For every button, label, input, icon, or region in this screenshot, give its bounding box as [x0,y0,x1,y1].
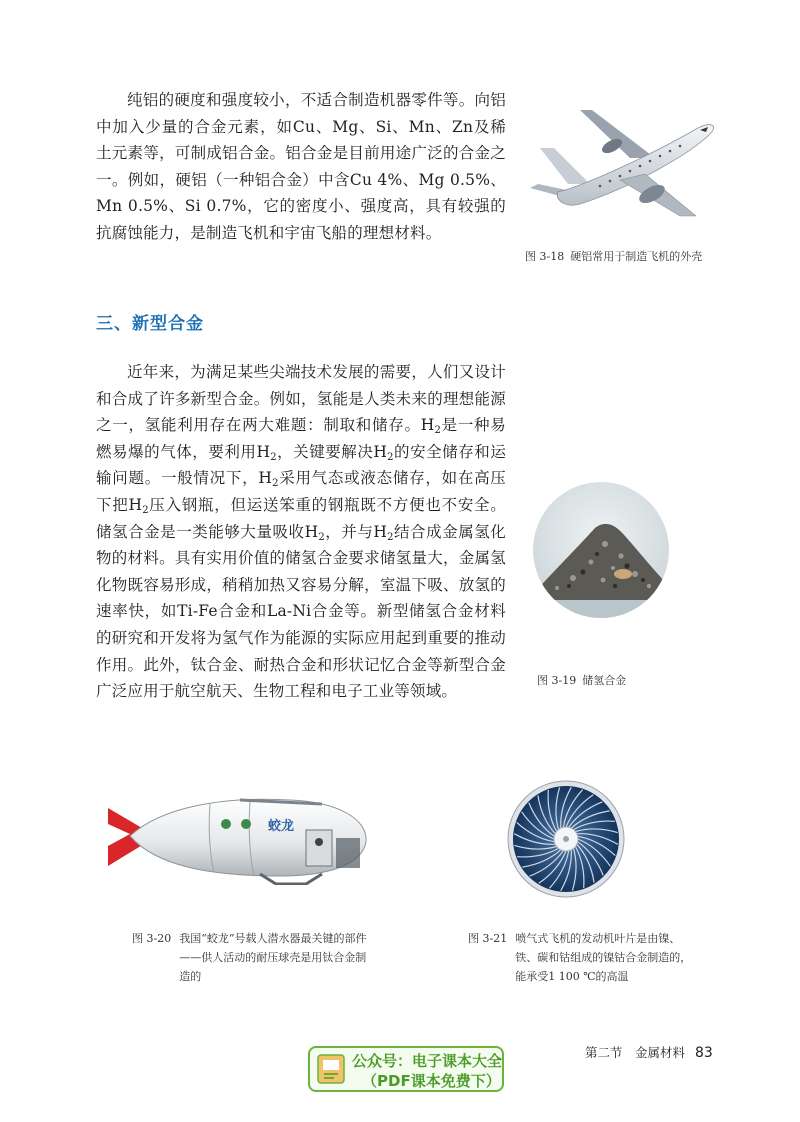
caption-text: 储氢合金 [582,674,627,687]
emblem [241,819,251,829]
footer-section: 第二节 金属材料 [585,1045,686,1060]
figure-caption-3-21 [468,929,698,986]
text-segment: 结合成金属氢化物的材料。具有实用价值的储氢合金要求储氢量大，金属氢化物既容易形成，稍稍加热又容易分解，室温下吸、放氢的速率快，如Ti-Fe合金和La-Ni合金等。新型储氢合金材料的研究和开发将为氢气作为能源的实际应用起到重要的推动作用。此外，钛合金、耐热合金和形状记忆合金等新型合金广泛应用于航空航天、生物工程和电子工业等领域。 [96,522,506,701]
jet-engine-fan-figure [507,780,625,898]
subscript: 2 [142,504,149,516]
fuselage [557,125,713,205]
figure-caption-3-20 [132,929,372,986]
figure-caption-3-19 [537,671,626,690]
jiaolong-submarine-figure [100,780,380,885]
far-wing [580,110,655,158]
subscript: 2 [387,531,394,543]
emblem [221,819,231,829]
caption-number: 图 3-18 [525,250,565,263]
caption-text: 喷气式飞机的发动机叶片是由镍、铁、碳和钴组成的镍钴合金制造的，能承受1 100 ℃的高温 [515,932,692,983]
subscript: 2 [318,531,325,543]
caption-text: 硬铝常用于制造飞机的外壳 [570,250,703,263]
page-footer [585,1043,713,1061]
promo-watermark [308,1046,504,1092]
book-icon [316,1053,346,1085]
text-segment: 采用气态或液态储存，如在高压下把H [96,469,507,514]
caption-number: 图 3-21 [468,932,508,945]
caption-text: 我国“蛟龙”号载人潜水器最关键的部件——供人活动的耐压球壳是用钛合金制造的 [179,932,367,983]
paragraph-new-alloys [96,359,506,705]
promo-line-2: （PDF课本免费下） [362,1072,501,1090]
tail-fin [540,148,590,184]
page-number: 83 [695,1045,713,1061]
paragraph-text: 纯铝的硬度和强度较小，不适合制造机器零件等。向铝中加入少量的合金元素，如Cu、Mg、Si、Mn、Zn及稀土元素等，可制成铝合金。铝合金是目前用途广泛的合金之一。例如，硬铝（一种铝合金）中含Cu 4%、Mg 0.5%、Mn 0.5%、Si 0.7%，它的密度小、强度高，具有较强的抗腐蚀能力，是制造飞机和宇宙飞船的理想材料。 [96,91,506,242]
figure-caption-3-18 [525,247,702,266]
paragraph-text [96,359,506,705]
text-segment: 压入钢瓶，但运送笨重的钢瓶既不方便也不安全。储氢合金是一类能够大量吸收H [96,495,506,541]
submarine-name: 蛟龙 [268,819,295,834]
subscript: 2 [270,451,277,463]
text-segment: 近年来，为满足某些尖端技术发展的需要，人们又设计和合成了许多新型合金。例如，氢能是人类未来的理想能源之一，氢能利用存在两大难题：制取和储存。H [96,363,506,435]
text-segment: 的安全储存和运输问题。一般情况下，H [96,442,507,488]
text-segment: 是一种易燃易爆的气体，要利用H [96,416,506,461]
airplane-figure [520,88,720,238]
caption-number: 图 3-20 [132,932,172,945]
subscript: 2 [434,425,442,437]
subscript: 2 [272,478,279,490]
text-segment: ，关键要解决H [276,442,388,461]
viewport [315,838,323,846]
caption-number: 图 3-19 [537,674,577,687]
manipulator-arm [336,838,360,868]
text-segment: ，并与H [324,522,388,541]
front-frame [306,830,332,866]
paragraph-aluminum-alloy [96,87,506,247]
alloy-lump [614,569,632,579]
section-heading: 三、新型合金 [96,314,204,334]
subscript: 2 [387,451,394,463]
promo-line-1: 公众号：电子课本大全 [352,1052,503,1070]
hydrogen-storage-alloy-figure [533,482,669,618]
